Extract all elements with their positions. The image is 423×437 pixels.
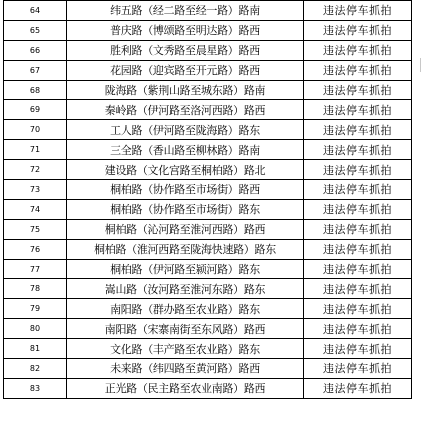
scrollbar-mark [420,58,421,72]
row-number: 74 [4,199,67,219]
violation-type-cell: 违法停车抓拍 [304,80,412,100]
row-number: 69 [4,100,67,120]
location-cell: 桐柏路（协作路至市场街）路西 [67,180,304,200]
table-row [4,199,412,219]
row-number: 78 [4,279,67,299]
location-cell: 文化路（丰产路至农业路）路东 [67,339,304,359]
location-cell: 胜利路（文秀路至晨星路）路西 [67,40,304,60]
location-cell: 正光路（民主路至农业南路）路西 [67,378,304,398]
violation-type-cell: 违法停车抓拍 [304,378,412,398]
location-cell: 南阳路（宋寨南街至东风路）路西 [67,319,304,339]
violation-type-cell: 违法停车抓拍 [304,100,412,120]
violation-type-cell: 违法停车抓拍 [304,339,412,359]
violation-type-cell: 违法停车抓拍 [304,20,412,40]
table-row [4,259,412,279]
table-row [4,100,412,120]
violation-type-cell: 违法停车抓拍 [304,239,412,259]
violation-type-cell: 违法停车抓拍 [304,299,412,319]
table-row [4,80,412,100]
violation-type-cell: 违法停车抓拍 [304,1,412,21]
violation-type-cell: 违法停车抓拍 [304,120,412,140]
table-row [4,239,412,259]
location-cell: 桐柏路（伊河路至颍河路）路东 [67,259,304,279]
table-row [4,279,412,299]
table-row [4,40,412,60]
table-row [4,1,412,21]
table-row [4,339,412,359]
row-number: 64 [4,1,67,21]
row-number: 73 [4,180,67,200]
violation-type-cell: 违法停车抓拍 [304,219,412,239]
violation-type-cell: 违法停车抓拍 [304,319,412,339]
location-cell: 花园路（迎宾路至开元路）路西 [67,60,304,80]
location-cell: 未来路（纬四路至黄河路）路西 [67,359,304,379]
location-cell: 普庆路（博颂路至明达路）路西 [67,20,304,40]
violation-type-cell: 违法停车抓拍 [304,199,412,219]
location-cell: 陇海路（紫荆山路至城东路）路南 [67,80,304,100]
row-number: 79 [4,299,67,319]
row-number: 68 [4,80,67,100]
table-row [4,219,412,239]
location-cell: 桐柏路（淮河西路至陇海快速路）路东 [67,239,304,259]
location-cell: 纬五路（经二路至经一路）路南 [67,1,304,21]
row-number: 75 [4,219,67,239]
location-cell: 南阳路（群办路至农业路）路东 [67,299,304,319]
table-row [4,359,412,379]
table-row [4,60,412,80]
location-cell: 秦岭路（伊河路至洛河西路）路西 [67,100,304,120]
violation-type-cell: 违法停车抓拍 [304,160,412,180]
table-row [4,299,412,319]
row-number: 65 [4,20,67,40]
row-number: 70 [4,120,67,140]
row-number: 82 [4,359,67,379]
location-cell: 嵩山路（汝河路至淮河东路）路东 [67,279,304,299]
row-number: 66 [4,40,67,60]
row-number: 72 [4,160,67,180]
row-number: 83 [4,378,67,398]
location-cell: 建设路（文化宫路至桐柏路）路北 [67,160,304,180]
table-row [4,180,412,200]
table-row [4,378,412,398]
location-cell: 桐柏路（协作路至市场街）路东 [67,199,304,219]
table-row [4,120,412,140]
row-number: 81 [4,339,67,359]
violation-type-cell: 违法停车抓拍 [304,359,412,379]
row-number: 71 [4,140,67,160]
violation-type-cell: 违法停车抓拍 [304,40,412,60]
table-row [4,319,412,339]
table-body [4,1,412,399]
row-number: 77 [4,259,67,279]
row-number: 80 [4,319,67,339]
violation-type-cell: 违法停车抓拍 [304,140,412,160]
location-cell: 三全路（香山路至柳林路）路南 [67,140,304,160]
location-cell: 桐柏路（沁河路至淮河西路）路西 [67,219,304,239]
violation-type-cell: 违法停车抓拍 [304,180,412,200]
violation-type-cell: 违法停车抓拍 [304,259,412,279]
violation-type-cell: 违法停车抓拍 [304,60,412,80]
violation-type-cell: 违法停车抓拍 [304,279,412,299]
violation-location-table [3,0,412,399]
table-row [4,160,412,180]
row-number: 67 [4,60,67,80]
table-row [4,20,412,40]
table-row [4,140,412,160]
row-number: 76 [4,239,67,259]
location-cell: 工人路（伊河路至陇海路）路东 [67,120,304,140]
